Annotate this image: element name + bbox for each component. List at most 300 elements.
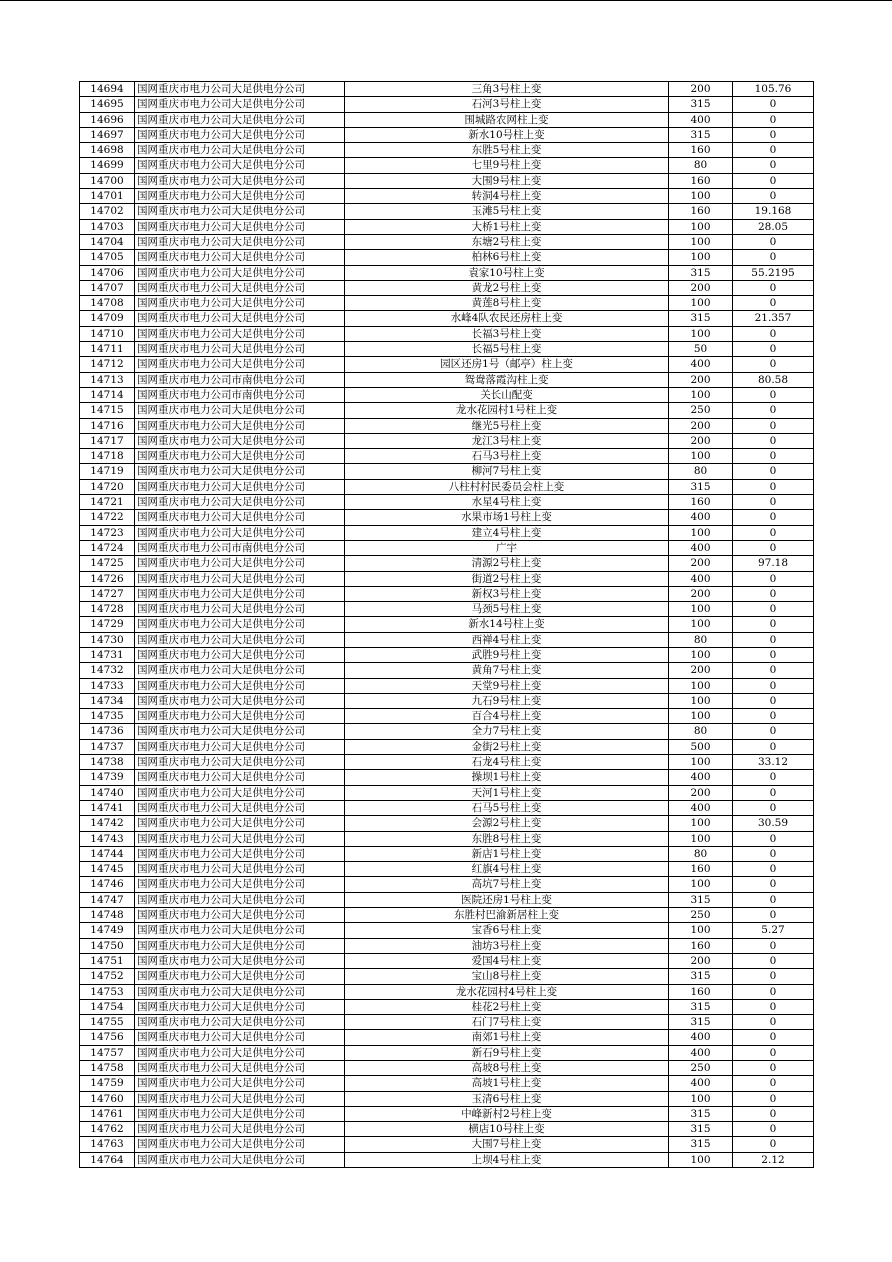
value-cell: 55.2195 bbox=[733, 265, 814, 280]
company-cell: 国网重庆市电力公司大足供电分公司 bbox=[135, 464, 345, 479]
capacity-cell: 400 bbox=[669, 1030, 733, 1045]
company-cell: 国网重庆市电力公司大足供电分公司 bbox=[135, 862, 345, 877]
transformer-name-cell: 园区还房1号（邮亭）柱上变 bbox=[345, 357, 669, 372]
row-number-cell: 14729 bbox=[80, 617, 135, 632]
transformer-name-cell: 石马5号柱上变 bbox=[345, 800, 669, 815]
table-row bbox=[80, 464, 814, 479]
value-cell: 2.12 bbox=[733, 1152, 814, 1167]
company-cell: 国网重庆市电力公司大足供电分公司 bbox=[135, 158, 345, 173]
value-cell: 0 bbox=[733, 678, 814, 693]
table-row bbox=[80, 1015, 814, 1030]
row-number-cell: 14734 bbox=[80, 693, 135, 708]
company-cell: 国网重庆市电力公司大足供电分公司 bbox=[135, 602, 345, 617]
row-number-cell: 14717 bbox=[80, 433, 135, 448]
capacity-cell: 315 bbox=[669, 311, 733, 326]
table-row bbox=[80, 908, 814, 923]
capacity-cell: 315 bbox=[669, 1137, 733, 1152]
table-row bbox=[80, 143, 814, 158]
company-cell: 国网重庆市电力公司大足供电分公司 bbox=[135, 342, 345, 357]
company-cell: 国网重庆市电力公司大足供电分公司 bbox=[135, 525, 345, 540]
company-cell: 国网重庆市电力公司大足供电分公司 bbox=[135, 617, 345, 632]
table-row bbox=[80, 923, 814, 938]
capacity-cell: 315 bbox=[669, 127, 733, 142]
company-cell: 国网重庆市电力公司大足供电分公司 bbox=[135, 234, 345, 249]
transformer-name-cell: 黄角7号柱上变 bbox=[345, 663, 669, 678]
company-cell: 国网重庆市电力公司市南供电分公司 bbox=[135, 387, 345, 402]
company-cell: 国网重庆市电力公司大足供电分公司 bbox=[135, 280, 345, 295]
transformer-name-cell: 新店1号柱上变 bbox=[345, 846, 669, 861]
capacity-cell: 200 bbox=[669, 280, 733, 295]
table-row bbox=[80, 265, 814, 280]
capacity-cell: 315 bbox=[669, 1015, 733, 1030]
transformer-name-cell: 清源2号柱上变 bbox=[345, 556, 669, 571]
value-cell: 0 bbox=[733, 1030, 814, 1045]
capacity-cell: 100 bbox=[669, 449, 733, 464]
company-cell: 国网重庆市电力公司大足供电分公司 bbox=[135, 571, 345, 586]
capacity-cell: 160 bbox=[669, 143, 733, 158]
table-row bbox=[80, 770, 814, 785]
value-cell: 0 bbox=[733, 984, 814, 999]
transformer-name-cell: 八柱村村民委员会柱上变 bbox=[345, 479, 669, 494]
row-number-cell: 14707 bbox=[80, 280, 135, 295]
table-row bbox=[80, 816, 814, 831]
value-cell: 0 bbox=[733, 540, 814, 555]
capacity-cell: 80 bbox=[669, 632, 733, 647]
transformer-name-cell: 东胜村巴渝新居柱上变 bbox=[345, 908, 669, 923]
table-row bbox=[80, 112, 814, 127]
company-cell: 国网重庆市电力公司大足供电分公司 bbox=[135, 1076, 345, 1091]
table-row bbox=[80, 342, 814, 357]
table-row bbox=[80, 1091, 814, 1106]
company-cell: 国网重庆市电力公司大足供电分公司 bbox=[135, 1015, 345, 1030]
capacity-cell: 400 bbox=[669, 770, 733, 785]
value-cell: 21.357 bbox=[733, 311, 814, 326]
row-number-cell: 14753 bbox=[80, 984, 135, 999]
row-number-cell: 14695 bbox=[80, 97, 135, 112]
table-row bbox=[80, 724, 814, 739]
value-cell: 30.59 bbox=[733, 816, 814, 831]
company-cell: 国网重庆市电力公司大足供电分公司 bbox=[135, 127, 345, 142]
value-cell: 0 bbox=[733, 158, 814, 173]
company-cell: 国网重庆市电力公司大足供电分公司 bbox=[135, 449, 345, 464]
capacity-cell: 200 bbox=[669, 663, 733, 678]
value-cell: 0 bbox=[733, 342, 814, 357]
capacity-cell: 100 bbox=[669, 1152, 733, 1167]
company-cell: 国网重庆市电力公司大足供电分公司 bbox=[135, 250, 345, 265]
transformer-name-cell: 马颈5号柱上变 bbox=[345, 602, 669, 617]
capacity-cell: 400 bbox=[669, 357, 733, 372]
company-cell: 国网重庆市电力公司大足供电分公司 bbox=[135, 1045, 345, 1060]
table-row bbox=[80, 127, 814, 142]
value-cell: 0 bbox=[733, 510, 814, 525]
row-number-cell: 14698 bbox=[80, 143, 135, 158]
row-number-cell: 14694 bbox=[80, 82, 135, 97]
row-number-cell: 14712 bbox=[80, 357, 135, 372]
capacity-cell: 315 bbox=[669, 1106, 733, 1121]
transformer-name-cell: 东胜8号柱上变 bbox=[345, 831, 669, 846]
transformer-name-cell: 水星4号柱上变 bbox=[345, 495, 669, 510]
capacity-cell: 200 bbox=[669, 433, 733, 448]
table-row bbox=[80, 1137, 814, 1152]
value-cell: 0 bbox=[733, 326, 814, 341]
table-row bbox=[80, 234, 814, 249]
transformer-name-cell: 长福5号柱上变 bbox=[345, 342, 669, 357]
transformer-name-cell: 西禅4号柱上变 bbox=[345, 632, 669, 647]
company-cell: 国网重庆市电力公司大足供电分公司 bbox=[135, 923, 345, 938]
transformer-name-cell: 继光5号柱上变 bbox=[345, 418, 669, 433]
table-row bbox=[80, 250, 814, 265]
company-cell: 国网重庆市电力公司大足供电分公司 bbox=[135, 82, 345, 97]
company-cell: 国网重庆市电力公司市南供电分公司 bbox=[135, 540, 345, 555]
company-cell: 国网重庆市电力公司大足供电分公司 bbox=[135, 479, 345, 494]
company-cell: 国网重庆市电力公司大足供电分公司 bbox=[135, 1030, 345, 1045]
capacity-cell: 80 bbox=[669, 724, 733, 739]
transformer-name-cell: 大围9号柱上变 bbox=[345, 173, 669, 188]
company-cell: 国网重庆市电力公司大足供电分公司 bbox=[135, 908, 345, 923]
row-number-cell: 14742 bbox=[80, 816, 135, 831]
capacity-cell: 400 bbox=[669, 510, 733, 525]
capacity-cell: 100 bbox=[669, 755, 733, 770]
row-number-cell: 14716 bbox=[80, 418, 135, 433]
company-cell: 国网重庆市电力公司大足供电分公司 bbox=[135, 495, 345, 510]
row-number-cell: 14697 bbox=[80, 127, 135, 142]
value-cell: 0 bbox=[733, 387, 814, 402]
row-number-cell: 14718 bbox=[80, 449, 135, 464]
capacity-cell: 250 bbox=[669, 1061, 733, 1076]
row-number-cell: 14705 bbox=[80, 250, 135, 265]
table-row bbox=[80, 1076, 814, 1091]
value-cell: 28.05 bbox=[733, 219, 814, 234]
table-row bbox=[80, 785, 814, 800]
transformer-name-cell: 大桥1号柱上变 bbox=[345, 219, 669, 234]
row-number-cell: 14750 bbox=[80, 938, 135, 953]
transformer-name-cell: 龙水花园村1号柱上变 bbox=[345, 403, 669, 418]
company-cell: 国网重庆市电力公司市南供电分公司 bbox=[135, 372, 345, 387]
value-cell: 0 bbox=[733, 403, 814, 418]
company-cell: 国网重庆市电力公司大足供电分公司 bbox=[135, 984, 345, 999]
capacity-cell: 400 bbox=[669, 1045, 733, 1060]
row-number-cell: 14725 bbox=[80, 556, 135, 571]
company-cell: 国网重庆市电力公司大足供电分公司 bbox=[135, 969, 345, 984]
table-row bbox=[80, 999, 814, 1014]
value-cell: 0 bbox=[733, 449, 814, 464]
table-row bbox=[80, 495, 814, 510]
company-cell: 国网重庆市电力公司大足供电分公司 bbox=[135, 831, 345, 846]
value-cell: 0 bbox=[733, 143, 814, 158]
company-cell: 国网重庆市电力公司大足供电分公司 bbox=[135, 403, 345, 418]
value-cell: 0 bbox=[733, 1137, 814, 1152]
transformer-name-cell: 玉清6号柱上变 bbox=[345, 1091, 669, 1106]
row-number-cell: 14715 bbox=[80, 403, 135, 418]
transformer-name-cell: 关长山配变 bbox=[345, 387, 669, 402]
value-cell: 0 bbox=[733, 433, 814, 448]
value-cell: 19.168 bbox=[733, 204, 814, 219]
capacity-cell: 160 bbox=[669, 204, 733, 219]
transformer-name-cell: 宝香6号柱上变 bbox=[345, 923, 669, 938]
transformer-name-cell: 石门7号柱上变 bbox=[345, 1015, 669, 1030]
row-number-cell: 14724 bbox=[80, 540, 135, 555]
row-number-cell: 14733 bbox=[80, 678, 135, 693]
value-cell: 33.12 bbox=[733, 755, 814, 770]
value-cell: 0 bbox=[733, 418, 814, 433]
table-row bbox=[80, 984, 814, 999]
value-cell: 105.76 bbox=[733, 82, 814, 97]
capacity-cell: 100 bbox=[669, 234, 733, 249]
company-cell: 国网重庆市电力公司大足供电分公司 bbox=[135, 1137, 345, 1152]
company-cell: 国网重庆市电力公司大足供电分公司 bbox=[135, 1152, 345, 1167]
value-cell: 0 bbox=[733, 831, 814, 846]
capacity-cell: 160 bbox=[669, 938, 733, 953]
row-number-cell: 14727 bbox=[80, 586, 135, 601]
table-row bbox=[80, 602, 814, 617]
transformer-name-cell: 柏林6号柱上变 bbox=[345, 250, 669, 265]
transformer-name-cell: 石龙4号柱上变 bbox=[345, 755, 669, 770]
company-cell: 国网重庆市电力公司大足供电分公司 bbox=[135, 846, 345, 861]
transformer-name-cell: 新石9号柱上变 bbox=[345, 1045, 669, 1060]
value-cell: 0 bbox=[733, 127, 814, 142]
company-cell: 国网重庆市电力公司大足供电分公司 bbox=[135, 143, 345, 158]
company-cell: 国网重庆市电力公司大足供电分公司 bbox=[135, 892, 345, 907]
capacity-cell: 250 bbox=[669, 908, 733, 923]
table-row bbox=[80, 372, 814, 387]
company-cell: 国网重庆市电力公司大足供电分公司 bbox=[135, 999, 345, 1014]
row-number-cell: 14699 bbox=[80, 158, 135, 173]
value-cell: 0 bbox=[733, 953, 814, 968]
capacity-cell: 100 bbox=[669, 693, 733, 708]
table-row bbox=[80, 403, 814, 418]
table-row bbox=[80, 173, 814, 188]
row-number-cell: 14709 bbox=[80, 311, 135, 326]
capacity-cell: 200 bbox=[669, 785, 733, 800]
capacity-cell: 100 bbox=[669, 602, 733, 617]
row-number-cell: 14747 bbox=[80, 892, 135, 907]
table-row bbox=[80, 280, 814, 295]
row-number-cell: 14706 bbox=[80, 265, 135, 280]
company-cell: 国网重庆市电力公司大足供电分公司 bbox=[135, 433, 345, 448]
transformer-name-cell: 医院还房1号柱上变 bbox=[345, 892, 669, 907]
transformer-name-cell: 油坊3号柱上变 bbox=[345, 938, 669, 953]
row-number-cell: 14722 bbox=[80, 510, 135, 525]
capacity-cell: 200 bbox=[669, 82, 733, 97]
company-cell: 国网重庆市电力公司大足供电分公司 bbox=[135, 739, 345, 754]
row-number-cell: 14748 bbox=[80, 908, 135, 923]
table-row bbox=[80, 418, 814, 433]
transformer-name-cell: 三角3号柱上变 bbox=[345, 82, 669, 97]
value-cell: 0 bbox=[733, 571, 814, 586]
row-number-cell: 14720 bbox=[80, 479, 135, 494]
table-row bbox=[80, 525, 814, 540]
table-row bbox=[80, 387, 814, 402]
table-row bbox=[80, 357, 814, 372]
company-cell: 国网重庆市电力公司大足供电分公司 bbox=[135, 663, 345, 678]
capacity-cell: 315 bbox=[669, 97, 733, 112]
table-row bbox=[80, 663, 814, 678]
capacity-cell: 160 bbox=[669, 495, 733, 510]
value-cell: 0 bbox=[733, 586, 814, 601]
value-cell: 0 bbox=[733, 357, 814, 372]
value-cell: 5.27 bbox=[733, 923, 814, 938]
row-number-cell: 14741 bbox=[80, 800, 135, 815]
transformer-name-cell: 水峰4队农民还房柱上变 bbox=[345, 311, 669, 326]
row-number-cell: 14739 bbox=[80, 770, 135, 785]
value-cell: 0 bbox=[733, 739, 814, 754]
capacity-cell: 250 bbox=[669, 403, 733, 418]
table-row bbox=[80, 755, 814, 770]
row-number-cell: 14696 bbox=[80, 112, 135, 127]
value-cell: 0 bbox=[733, 479, 814, 494]
company-cell: 国网重庆市电力公司大足供电分公司 bbox=[135, 556, 345, 571]
capacity-cell: 315 bbox=[669, 1122, 733, 1137]
row-number-cell: 14738 bbox=[80, 755, 135, 770]
capacity-cell: 100 bbox=[669, 387, 733, 402]
company-cell: 国网重庆市电力公司大足供电分公司 bbox=[135, 693, 345, 708]
table-row bbox=[80, 433, 814, 448]
transformer-name-cell: 操坝1号柱上变 bbox=[345, 770, 669, 785]
value-cell: 0 bbox=[733, 280, 814, 295]
table-row bbox=[80, 877, 814, 892]
value-cell: 0 bbox=[733, 938, 814, 953]
value-cell: 0 bbox=[733, 296, 814, 311]
table-row bbox=[80, 647, 814, 662]
transformer-name-cell: 宝山8号柱上变 bbox=[345, 969, 669, 984]
table-row bbox=[80, 938, 814, 953]
table-row bbox=[80, 189, 814, 204]
table-row bbox=[80, 311, 814, 326]
company-cell: 国网重庆市电力公司大足供电分公司 bbox=[135, 1061, 345, 1076]
capacity-cell: 100 bbox=[669, 647, 733, 662]
value-cell: 0 bbox=[733, 189, 814, 204]
value-cell: 0 bbox=[733, 1015, 814, 1030]
row-number-cell: 14702 bbox=[80, 204, 135, 219]
value-cell: 0 bbox=[733, 602, 814, 617]
capacity-cell: 100 bbox=[669, 709, 733, 724]
table-row bbox=[80, 1045, 814, 1060]
row-number-cell: 14711 bbox=[80, 342, 135, 357]
row-number-cell: 14757 bbox=[80, 1045, 135, 1060]
row-number-cell: 14754 bbox=[80, 999, 135, 1014]
transformer-name-cell: 石马3号柱上变 bbox=[345, 449, 669, 464]
capacity-cell: 100 bbox=[669, 525, 733, 540]
capacity-cell: 100 bbox=[669, 831, 733, 846]
capacity-cell: 100 bbox=[669, 617, 733, 632]
row-number-cell: 14759 bbox=[80, 1076, 135, 1091]
row-number-cell: 14746 bbox=[80, 877, 135, 892]
table-row bbox=[80, 158, 814, 173]
value-cell: 0 bbox=[733, 862, 814, 877]
transformer-name-cell: 建立4号柱上变 bbox=[345, 525, 669, 540]
transformer-name-cell: 鸳鸯落霞沟柱上变 bbox=[345, 372, 669, 387]
value-cell: 0 bbox=[733, 647, 814, 662]
transformer-name-cell: 长福3号柱上变 bbox=[345, 326, 669, 341]
transformer-name-cell: 新水10号柱上变 bbox=[345, 127, 669, 142]
table-row bbox=[80, 479, 814, 494]
row-number-cell: 14701 bbox=[80, 189, 135, 204]
capacity-cell: 315 bbox=[669, 479, 733, 494]
value-cell: 97.18 bbox=[733, 556, 814, 571]
row-number-cell: 14713 bbox=[80, 372, 135, 387]
company-cell: 国网重庆市电力公司大足供电分公司 bbox=[135, 265, 345, 280]
capacity-cell: 100 bbox=[669, 923, 733, 938]
company-cell: 国网重庆市电力公司大足供电分公司 bbox=[135, 510, 345, 525]
table-row bbox=[80, 693, 814, 708]
value-cell: 0 bbox=[733, 1045, 814, 1060]
transformer-name-cell: 全力7号柱上变 bbox=[345, 724, 669, 739]
transformer-name-cell: 红旗4号柱上变 bbox=[345, 862, 669, 877]
transformer-name-cell: 七里9号柱上变 bbox=[345, 158, 669, 173]
transformer-name-cell: 金街2号柱上变 bbox=[345, 739, 669, 754]
capacity-cell: 200 bbox=[669, 372, 733, 387]
company-cell: 国网重庆市电力公司大足供电分公司 bbox=[135, 219, 345, 234]
transformer-name-cell: 袁家10号柱上变 bbox=[345, 265, 669, 280]
value-cell: 0 bbox=[733, 173, 814, 188]
company-cell: 国网重庆市电力公司大足供电分公司 bbox=[135, 1091, 345, 1106]
capacity-cell: 80 bbox=[669, 464, 733, 479]
value-cell: 0 bbox=[733, 1076, 814, 1091]
transformer-name-cell: 石河3号柱上变 bbox=[345, 97, 669, 112]
transformer-name-cell: 会源2号柱上变 bbox=[345, 816, 669, 831]
table-row bbox=[80, 1061, 814, 1076]
capacity-cell: 100 bbox=[669, 678, 733, 693]
table-row bbox=[80, 862, 814, 877]
row-number-cell: 14764 bbox=[80, 1152, 135, 1167]
transformer-name-cell: 东胜5号柱上变 bbox=[345, 143, 669, 158]
transformer-name-cell: 百合4号柱上变 bbox=[345, 709, 669, 724]
table-row bbox=[80, 326, 814, 341]
company-cell: 国网重庆市电力公司大足供电分公司 bbox=[135, 1122, 345, 1137]
value-cell: 0 bbox=[733, 464, 814, 479]
transformer-name-cell: 桂花2号柱上变 bbox=[345, 999, 669, 1014]
row-number-cell: 14760 bbox=[80, 1091, 135, 1106]
transformer-name-cell: 武胜9号柱上变 bbox=[345, 647, 669, 662]
capacity-cell: 100 bbox=[669, 189, 733, 204]
company-cell: 国网重庆市电力公司大足供电分公司 bbox=[135, 357, 345, 372]
table-row bbox=[80, 540, 814, 555]
transformer-name-cell: 转洞4号柱上变 bbox=[345, 189, 669, 204]
value-cell: 0 bbox=[733, 800, 814, 815]
company-cell: 国网重庆市电力公司大足供电分公司 bbox=[135, 785, 345, 800]
row-number-cell: 14719 bbox=[80, 464, 135, 479]
value-cell: 0 bbox=[733, 112, 814, 127]
value-cell: 0 bbox=[733, 724, 814, 739]
capacity-cell: 200 bbox=[669, 586, 733, 601]
row-number-cell: 14726 bbox=[80, 571, 135, 586]
capacity-cell: 160 bbox=[669, 862, 733, 877]
row-number-cell: 14756 bbox=[80, 1030, 135, 1045]
table-row bbox=[80, 510, 814, 525]
transformer-name-cell: 黄龙2号柱上变 bbox=[345, 280, 669, 295]
value-cell: 0 bbox=[733, 525, 814, 540]
row-number-cell: 14749 bbox=[80, 923, 135, 938]
row-number-cell: 14710 bbox=[80, 326, 135, 341]
row-number-cell: 14743 bbox=[80, 831, 135, 846]
capacity-cell: 200 bbox=[669, 556, 733, 571]
row-number-cell: 14732 bbox=[80, 663, 135, 678]
capacity-cell: 315 bbox=[669, 265, 733, 280]
value-cell: 0 bbox=[733, 1122, 814, 1137]
company-cell: 国网重庆市电力公司大足供电分公司 bbox=[135, 709, 345, 724]
value-cell: 0 bbox=[733, 877, 814, 892]
transformer-name-cell: 上坝4号柱上变 bbox=[345, 1152, 669, 1167]
row-number-cell: 14728 bbox=[80, 602, 135, 617]
company-cell: 国网重庆市电力公司大足供电分公司 bbox=[135, 296, 345, 311]
capacity-cell: 100 bbox=[669, 326, 733, 341]
company-cell: 国网重庆市电力公司大足供电分公司 bbox=[135, 770, 345, 785]
transformer-name-cell: 广宇 bbox=[345, 540, 669, 555]
table-row bbox=[80, 739, 814, 754]
value-cell: 0 bbox=[733, 663, 814, 678]
table-row bbox=[80, 97, 814, 112]
transformer-name-cell: 南郊1号柱上变 bbox=[345, 1030, 669, 1045]
